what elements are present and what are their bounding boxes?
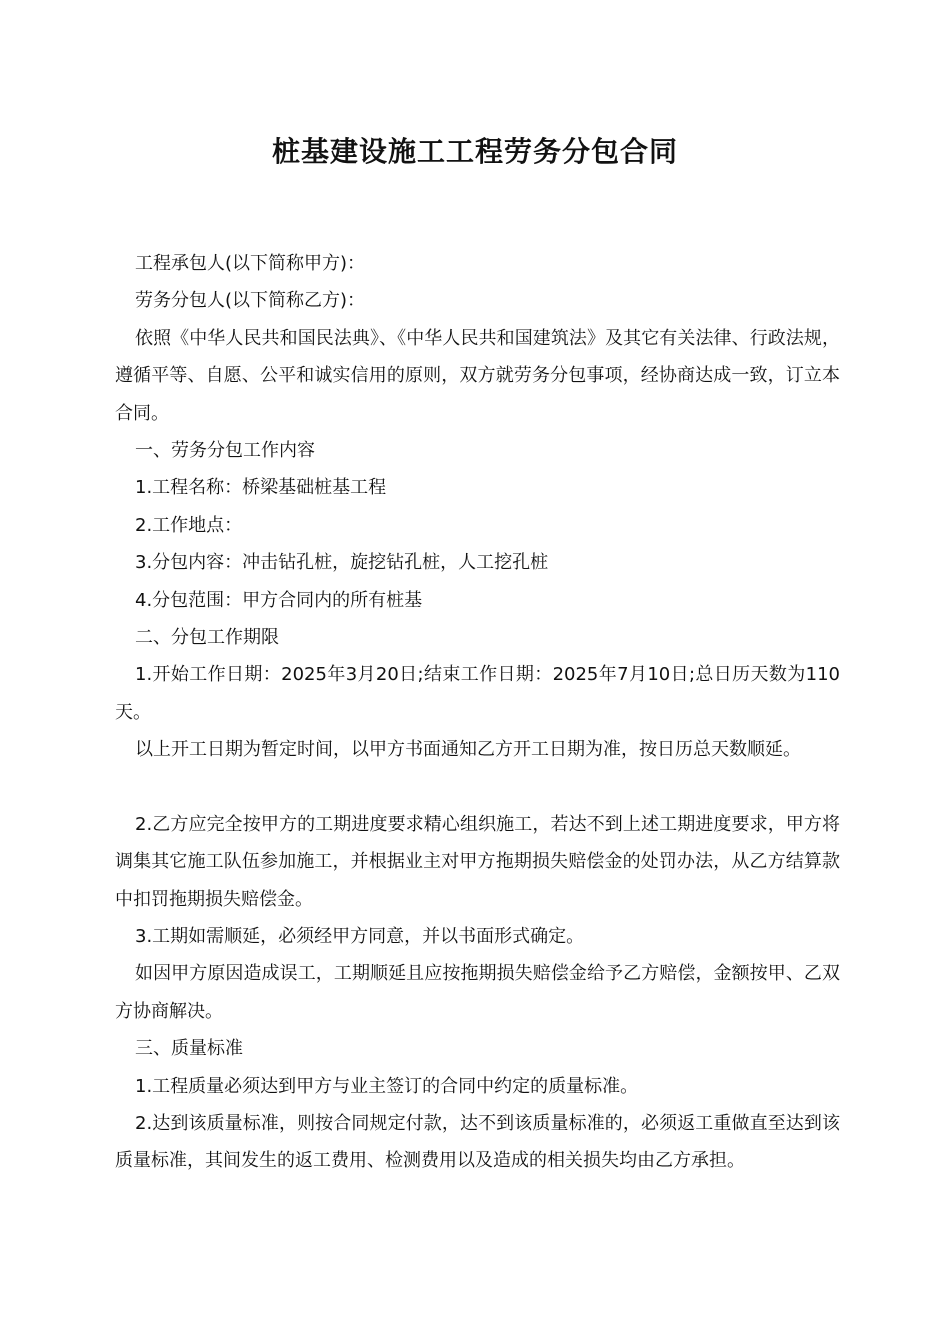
clause-schedule-extension: 3.工期如需顺延，必须经甲方同意，并以书面形式确定。 [135, 925, 585, 947]
clause-work-dates: 1.开始工作日期：2025年3月20日;结束工作日期：2025年7月10日;总日历天数为110天。 [115, 664, 840, 723]
clause-delay-compensation: 如因甲方原因造成误工，工期顺延且应按拖期损失赔偿金给予乙方赔偿，金额按甲、乙双方协商解决。 [115, 963, 840, 1022]
clause-quality-standard: 1.工程质量必须达到甲方与业主签订的合同中约定的质量标准。 [135, 1075, 639, 1097]
document-title: 桩基建设施工工程劳务分包合同 [271, 135, 678, 168]
clause-start-date-note: 以上开工日期为暂定时间，以甲方书面通知乙方开工日期为准，按日历总天数顺延。 [135, 739, 801, 761]
clause-schedule-requirement: 2.乙方应完全按甲方的工期进度要求精心组织施工，若达不到上述工期进度要求，甲方将调集其它施工队伍参加施工，并根据业主对甲方拖期损失赔偿金的处罚办法，从乙方结算款中扣罚拖期损失赔偿金。 [115, 813, 840, 910]
party-b-line: 劳务分包人(以下简称乙方)： [135, 290, 366, 312]
clause-project-name: 1.工程名称：桥梁基础桩基工程 [135, 477, 387, 499]
preamble-paragraph: 依照《中华人民共和国民法典》、《中华人民共和国建筑法》及其它有关法律、行政法规，遵循平等、自愿、公平和诚实信用的原则，双方就劳务分包事项，经协商达成一致，订立本合同。 [115, 327, 840, 424]
document-body [115, 245, 840, 1180]
clause-work-location: 2.工作地点： [135, 514, 243, 536]
clause-rework: 2.达到该质量标准，则按合同规定付款，达不到该质量标准的，必须返工重做直至达到该质量标准，其间发生的返工费用、检测费用以及造成的相关损失均由乙方承担。 [115, 1112, 840, 1172]
section-heading-2: 二、分包工作期限 [135, 627, 279, 649]
section-heading-1: 一、劳务分包工作内容 [135, 440, 315, 462]
blank-line [115, 769, 840, 806]
party-a-line: 工程承包人(以下简称甲方)： [135, 253, 366, 274]
clause-subcontract-content: 3.分包内容：冲击钻孔桩，旋挖钻孔桩，人工挖孔桩 [135, 552, 549, 574]
clause-subcontract-scope: 4.分包范围：甲方合同内的所有桩基 [135, 589, 423, 611]
section-heading-3: 三、质量标准 [135, 1038, 243, 1060]
